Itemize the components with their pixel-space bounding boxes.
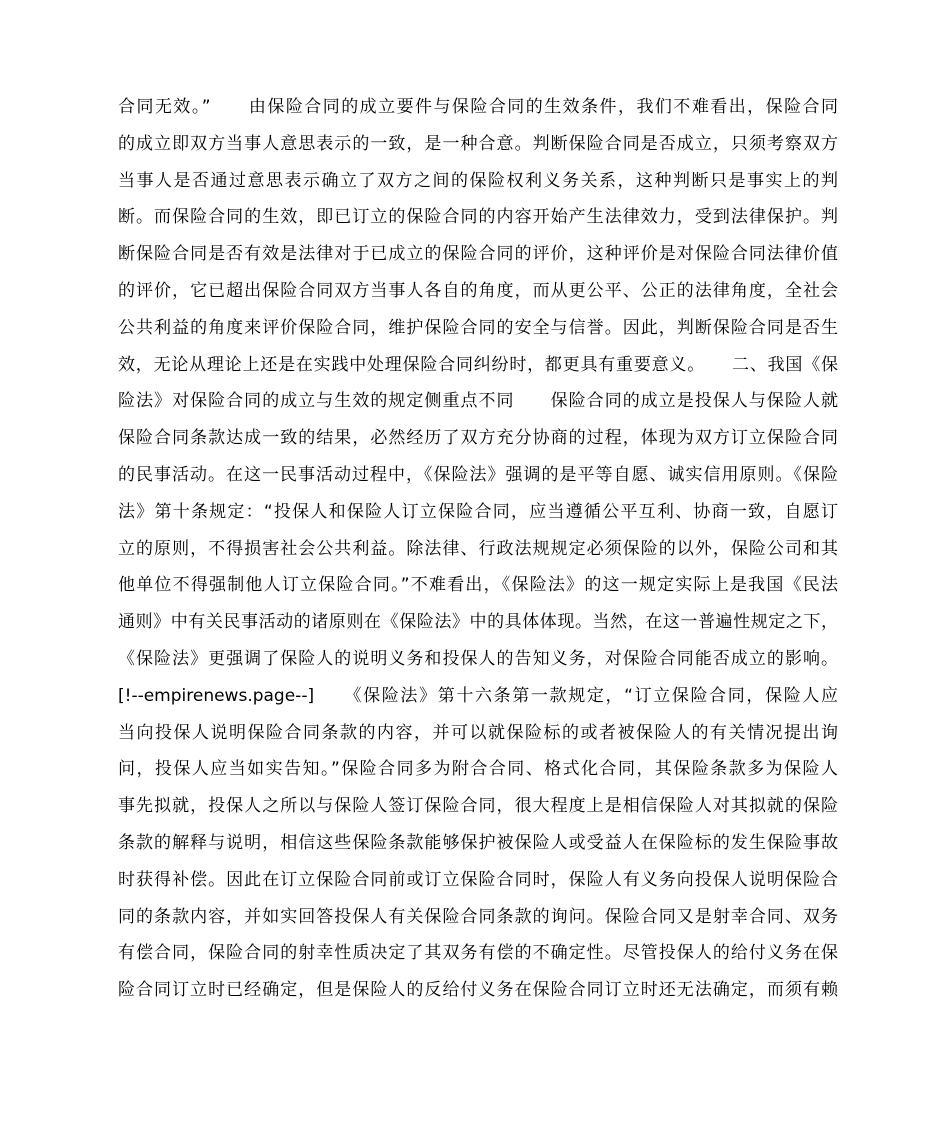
text-line-22: 时获得补偿。因此在订立保险合同前或订立保险合同时，保险人有义务向投保人说明保险合 (118, 869, 838, 890)
text-line-13: 立的原则，不得损害社会公共利益。除法律、行政法规规定必须保险的以外，保险公司和其 (118, 538, 838, 559)
text-line-4: 断。而保险合同的生效，即已订立的保险合同的内容开始产生法律效力，受到法律保护。判 (118, 207, 838, 228)
body-text (118, 89, 838, 1009)
text-line-24: 有偿合同，保险合同的射幸性质决定了其双务有偿的不确定性。尽管投保人的给付义务在保 (118, 943, 838, 964)
text-line-21: 条款的解释与说明，相信这些保险条款能够保护被保险人或受益人在保险标的发生保险事故 (118, 832, 838, 853)
text-line-23: 同的条款内容，并如实回答投保人有关保险合同条款的询问。保险合同又是射幸合同、双务 (118, 906, 838, 927)
text-line-15: 通则》中有关民事活动的诸原则在《保险法》中的具体体现。当然，在这一普遍性规定之下， (118, 612, 838, 633)
text-line-8: 效，无论从理论上还是在实践中处理保险合同纠纷时，都更具有重要意义。 二、我国《保 (118, 354, 838, 375)
text-line-20: 事先拟就，投保人之所以与保险人签订保险合同，很大程度上是相信保险人对其拟就的保险 (118, 796, 838, 817)
text-line-2: 的成立即双方当事人意思表示的一致，是一种合意。判断保险合同是否成立，只须考察双方 (118, 133, 838, 154)
text-line-6: 的评价，它已超出保险合同双方当事人各自的角度，而从更公平、公正的法律角度，全社会 (118, 280, 838, 301)
text-line-25: 险合同订立时已经确定，但是保险人的反给付义务在保险合同订立时还无法确定，而须有赖 (118, 980, 838, 1001)
text-line-11: 的民事活动。在这一民事活动过程中，《保险法》强调的是平等自愿、诚实信用原则。《保险 (118, 464, 838, 485)
text-line-12: 法》第十条规定：“投保人和保险人订立保险合同，应当遵循公平互利、协商一致，自愿订 (118, 501, 838, 522)
text-line-19: 问，投保人应当如实告知。”保险合同多为附合合同、格式化合同，其保险条款多为保险人 (118, 759, 838, 780)
text-line-3: 当事人是否通过意思表示确立了双方之间的保险权利义务关系，这种判断只是事实上的判 (118, 170, 838, 191)
text-line-1: 合同无效。” 由保险合同的成立要件与保险合同的生效条件，我们不难看出，保险合同 (118, 97, 838, 117)
text-line-5: 断保险合同是否有效是法律对于已成立的保险合同的评价，这种评价是对保险合同法律价值 (118, 244, 838, 265)
text-line-10: 保险合同条款达成一致的结果，必然经历了双方充分协商的过程，体现为双方订立保险合同 (118, 428, 838, 449)
text-line-9: 险法》对保险合同的成立与生效的规定侧重点不同 保险合同的成立是投保人与保险人就 (118, 391, 838, 412)
text-line-7: 公共利益的角度来评价保险合同，维护保险合同的安全与信誉。因此，判断保险合同是否生 (118, 317, 838, 338)
text-line-14: 他单位不得强制他人订立保险合同。”不难看出，《保险法》的这一规定实际上是我国《民法 (118, 575, 838, 596)
text-line-17: [!--empirenews.page--] 《保险法》第十六条第一款规定，“订立保险合同，保险人应 (118, 685, 838, 706)
text-line-16: 《保险法》更强调了保险人的说明义务和投保人的告知义务，对保险合同能否成立的影响。 (118, 648, 838, 669)
text-line-18: 当向投保人说明保险合同条款的内容，并可以就保险标的或者被保险人的有关情况提出询 (118, 722, 838, 743)
